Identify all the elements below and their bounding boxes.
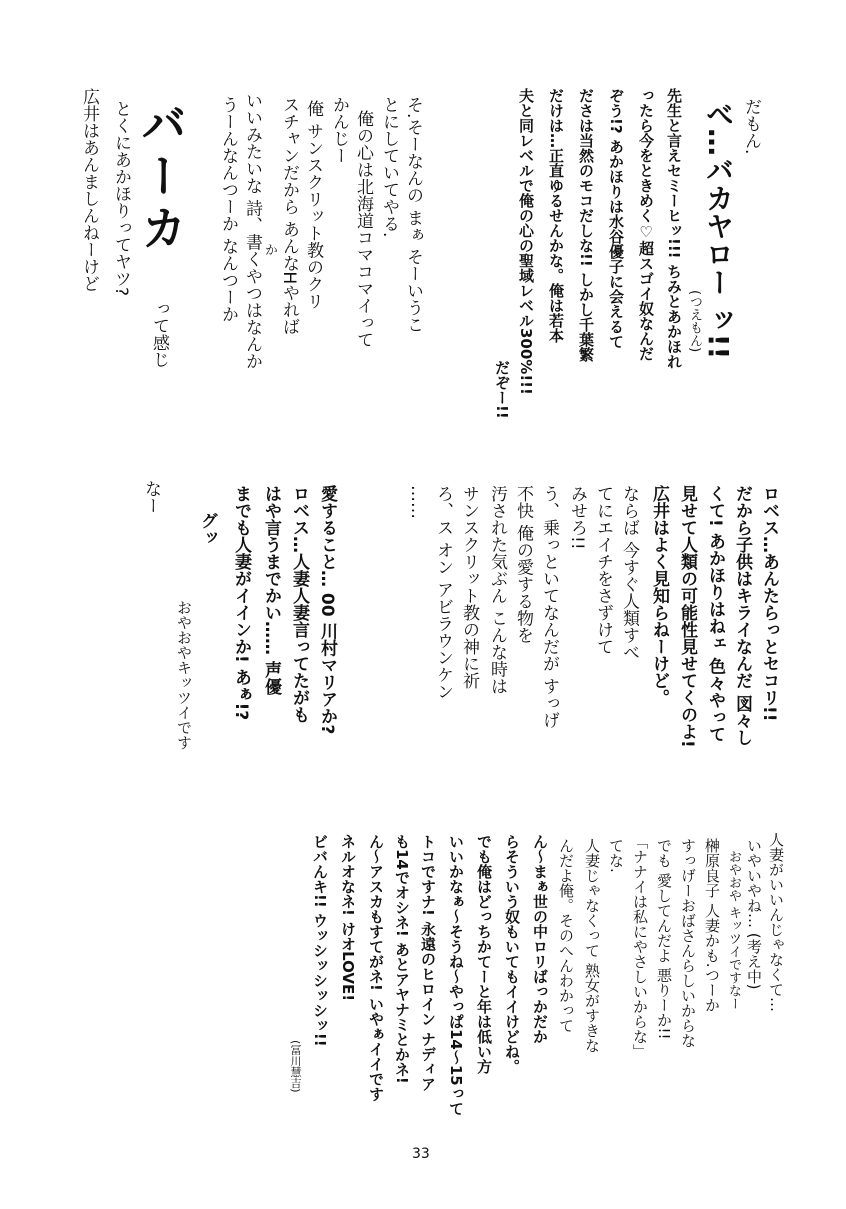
text-line: 俺 サンスクリット教のクリ (303, 100, 323, 310)
text-line: 夫と同レベルで俺の心の聖域レベル300%!!! (517, 88, 535, 395)
text-line: も14でオシネ! あとアヤナミとかネ! (393, 834, 411, 1084)
text-line: とにしていてやる. (379, 96, 399, 238)
text-line: ろ、ス オン アビラウンケン (433, 485, 453, 700)
text-line: ネルオなネ! けオLOVE! (339, 834, 357, 1002)
text-line: ったら今をときめく♡超スゴイ奴なんだ (637, 88, 655, 361)
text-line: う、乗っといてなんだが すっげ (539, 485, 559, 729)
text-line: でも 愛してんだよ 悪りーか!! (655, 838, 673, 1040)
text-line: ん〜アスカもすてがネ! いやぁイイです (367, 834, 385, 1102)
text-line: ロベス…人妻人妻言ってたがも (289, 485, 309, 723)
text-line: いいみたいな 詩、書くやつはなんか (242, 92, 262, 370)
text-line: 人妻じゃなくって 熟女がすきな (583, 838, 601, 1053)
text-line: …… (407, 485, 427, 519)
text-line: 広井はあんましんねーけど (79, 88, 99, 292)
text-line: いやいやね… (考え中) (745, 838, 763, 990)
text-line: おやおやキッツイです (175, 600, 193, 750)
text-line-shout: べ…バカヤロー ッ!! (702, 100, 735, 360)
text-line: でも俺はどっちかてーと年は低い方 (475, 834, 493, 1074)
text-line: スチャンだから あんなHやれば (279, 96, 299, 336)
text-line: みせろ!! (567, 485, 587, 550)
text-line: 「ナナイは私にやさしいからな」 (631, 834, 649, 1059)
text-line-shout: バーカ (134, 100, 188, 256)
text-line: はや言うまでかい…… 声優 (261, 485, 281, 695)
text-line: てにエイチをさずけて (593, 485, 613, 655)
text-line: なー (141, 480, 161, 514)
text-line: らそういう奴もいてもイイけどね。 (503, 834, 521, 1074)
text-line: だぞー!! (493, 360, 511, 419)
text-line: 愛すること… 00 川村マリアか? (317, 485, 337, 735)
text-line: かんじー (329, 96, 349, 164)
author-credit: (冨川慧吉) (289, 1040, 302, 1093)
text-line: いいかなぁ〜そうね〜やっぱ14〜15って (447, 834, 465, 1116)
text-line: ビバんキ!! ウッシッシッシッ!! (311, 834, 329, 1047)
text-line: だけは…正直ゆるせんかな。俺は若本 (547, 88, 565, 343)
text-line: そ.そーなんの まぁ そーいうこ (403, 96, 423, 334)
text-line: とくにあかほりってヤツ? (111, 100, 131, 297)
text-line: までも人妻がイインか! あぁ!? (231, 485, 251, 721)
text-line: 人妻がいいんじゃなくて… (767, 832, 785, 1012)
text-line: って感じ (149, 300, 169, 368)
text-line: 先生と言えセミーヒッ!!! ちみとあかほれ (665, 88, 683, 369)
text-line: だから子供はキライなんだ 図々し (732, 485, 752, 746)
text-line: 俺の心は北海道コマコマイって (353, 110, 373, 348)
text-annotation: (つえもん) (687, 290, 702, 353)
text-line: 不快 俺の愛する物を (513, 485, 533, 644)
text-line: ん〜まぁ世の中ロリばっかだか (531, 834, 549, 1044)
text-line: トコですナ! 永遠のヒロイン ナディア (419, 834, 437, 1092)
text-line: ならば 今すぐ人類すべ (619, 485, 639, 661)
text-line: サンスクリット教の神に祈 (459, 485, 479, 689)
text-line: 汚された気ぶん こんな時は (487, 485, 507, 695)
page-number: 33 (412, 1146, 430, 1162)
text-line: グッ (197, 512, 217, 546)
text-line: ロベス…あんたらっとセコリ!! (759, 485, 779, 722)
text-line: すっげーおばさんらしいからな (679, 838, 697, 1048)
text-line: ぞう!? あかほりは水谷優子に会えるて (607, 88, 625, 349)
text-line: うーんなんつーか なんつーか (218, 96, 238, 323)
text-line: 榊原良子 人妻かも.つーか (703, 838, 721, 1013)
text-line: 広井はよく見知らねーけど。 (649, 485, 669, 706)
text-line: ださは当然のモコだしな!! しかし千葉繁 (577, 88, 595, 362)
text-line: てな. (607, 838, 625, 873)
text-line: だもん. (741, 98, 761, 155)
text-annotation: か (262, 243, 277, 256)
text-line: んだよ俺。そのへんわかって (557, 838, 575, 1033)
text-line: 見せて人類の可能性見せてくのよ! (677, 485, 697, 748)
text-line: くて! あかほりはねェ 色々やって (705, 485, 725, 743)
text-line: おやおや キッツイですなー (726, 850, 741, 1011)
